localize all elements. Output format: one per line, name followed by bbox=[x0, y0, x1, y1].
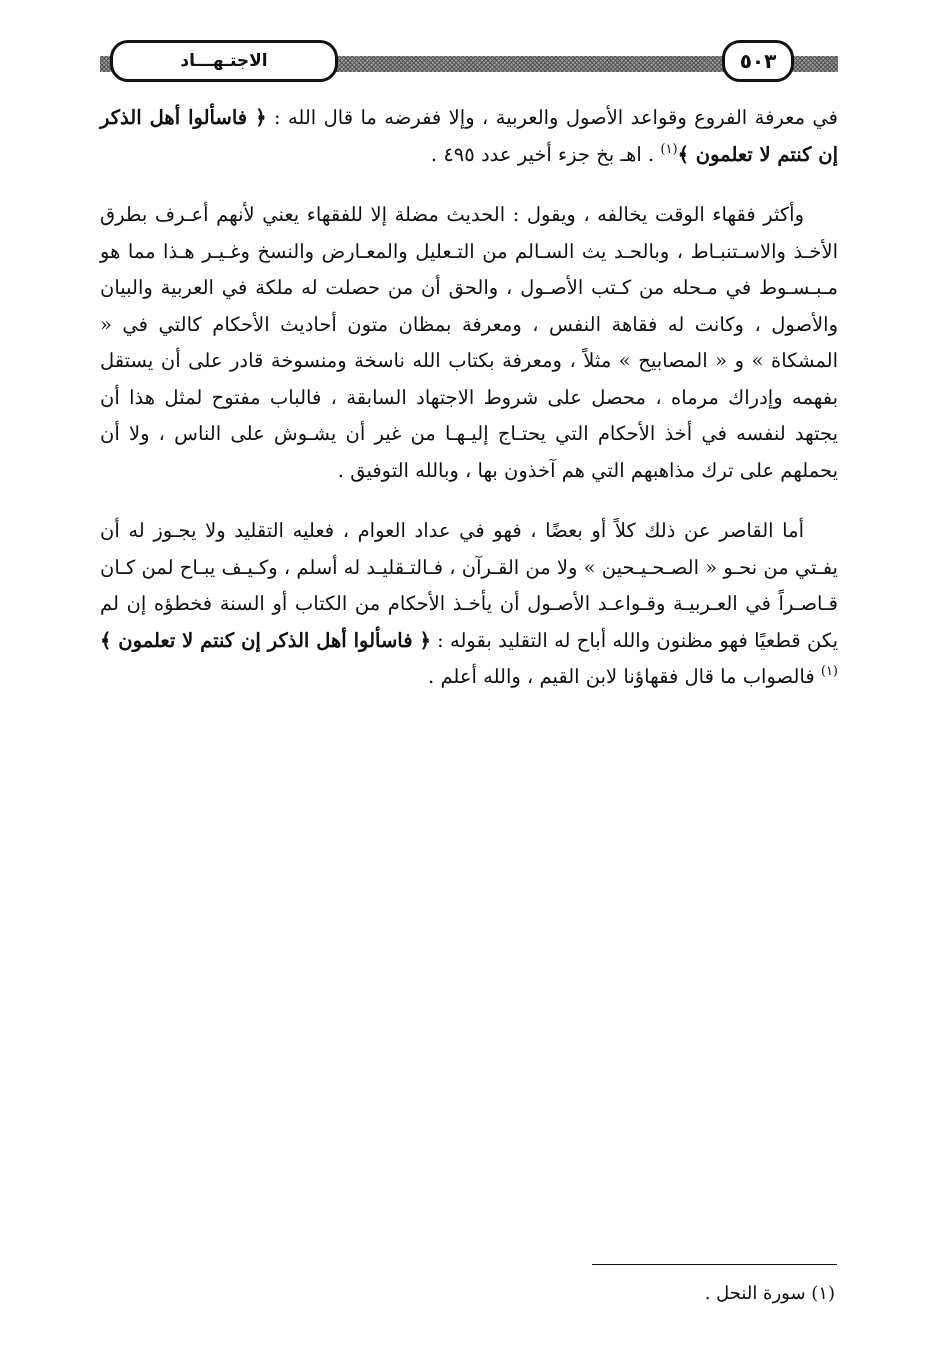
paragraph bbox=[100, 100, 838, 173]
paragraph-run: وأكثر فقهاء الوقت يخالفه ، ويقول : الحديث مضلة إلا للفقهاء يعني لأنهم أعـرف بطرق الأخـذ والاسـتنبـاط ، وبالحـد يث السـالم من التـعليل والمعـارض والنسخ وغـيـر هـذا مما هو مـبـسـوط في مـحله من كـتب الأصـول ، والحق أن من حصلت له ملكة في العربية والبيان والأصول ، وكانت له فقاهة النفس ، ومعرفة بمظان متون أحاديث الأحكام كالتي في « المشكاة » و « المصابيح » مثلاً ، ومعرفة بكتاب الله ناسخة ومنسوخة قادر على أن يستقل بفهمه وإدراك مرماه ، محصل على شروط الاجتهاد السابقة ، فالباب مفتوح لمثل هذا أن يجتهد لنفسه في أخذ الأحكام التي يحتـاج إليـهـا من غير أن يشـوش على الناس ، ولا أن يحملهم على ترك مذاهبهم التي هم آخذون بها ، وبالله التوفيق . bbox=[100, 203, 838, 482]
paragraph bbox=[100, 513, 838, 696]
running-header bbox=[100, 40, 838, 88]
chapter-title bbox=[110, 40, 338, 82]
quran-verse: ﴿ فاسألوا أهل الذكر إن كنتم لا تعلمون ﴾ bbox=[100, 106, 838, 166]
page-number bbox=[722, 40, 794, 82]
chapter-title-text: الاجتـهـــاد bbox=[180, 51, 268, 71]
paragraph-run: أما القاصر عن ذلك كلاً أو بعضًا ، فهو في عداد العوام ، فعليه التقليد ولا يجـوز له أن يفـتي من نحـو « الصـحـيـحين » ولا من القـرآن ، فـالتـقليـد له أسلم ، وكـيـف يبـاح لمن كـان قـاصـراً في العـربيـة وقـواعـد الأصـول أن يأخـذ الأحكام من الكتاب أو السنة فخطؤه إن لم يكن قطعيًا فهو مظنون والله أباح له التقليد بقوله : bbox=[100, 519, 838, 652]
body-text bbox=[100, 100, 838, 696]
footnote-separator bbox=[592, 1264, 837, 1265]
quran-verse: ﴿ فاسألوا أهل الذكر إن كنتم لا تعلمون ﴾ bbox=[100, 628, 431, 652]
paragraph-run: في معرفة الفروع وقواعد الأصول والعربية ، وإلا ففرضه ما قال الله : bbox=[266, 106, 839, 129]
paragraph bbox=[100, 197, 838, 489]
paragraph-run: فالصواب ما قال فقهاؤنا لابن القيم ، والله أعلم . bbox=[428, 665, 821, 688]
page-number-text: ٥٠٣ bbox=[739, 49, 777, 73]
footnote-marker: (١) bbox=[820, 664, 838, 679]
footnote: (١) سورة النحل . bbox=[704, 1283, 835, 1304]
footnote-marker: (١) bbox=[660, 141, 678, 157]
paragraph-run: . اهـ بخ جزء أخير عدد ٤٩٥ . bbox=[430, 142, 661, 166]
